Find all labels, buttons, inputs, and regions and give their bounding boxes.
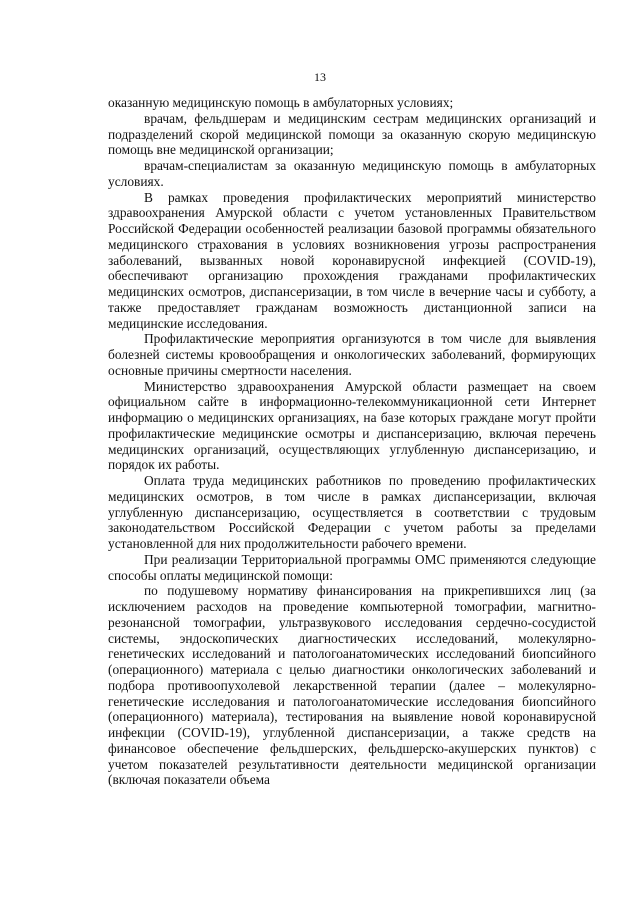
paragraph-preventive-measures: В рамках проведения профилактических мероприятий министерство здравоохранения Амурской области с учетом установленных Правительством Российской Федерации особенностей реализации базовой программы обязательного медицинского страхования в условиях возникновения угрозы распространения заболеваний, вызванных новой коронавирусной инфекцией (COVID-19), обеспечивают организацию прохождения гражданами профилактических медицинских осмотров, диспансеризации, в том числе в вечерние часы и субботу, а также предоставляет гражданам возможность дистанционной записи на медицинские исследования.	[108, 189, 596, 331]
paragraph-continuation: оказанную медицинскую помощь в амбулаторных условиях;	[108, 95, 454, 110]
document-body	[108, 95, 596, 788]
paragraph-per-capita-financing: по подушевому нормативу финансирования на прикрепившихся лиц (за исключением расходов на проведение компьютерной томографии, магнитно-резонансной томографии, ультразвукового исследования сердечно-сосудистой системы, эндоскопических диагностических исследований, молекулярно-генетических исследований и патологоанатомических исследований биопсийного (операционного) материала с целью диагностики онкологических заболеваний и подбора противоопухолевой лекарственной терапии (далее – молекулярно-генетические исследования и патологоанатомические исследования биопсийного (операционного) материала), тестирования на выявление новой коронавирусной инфекции (COVID-19), углубленной диспансеризации, а также средств на финансовое обеспечение фельдшерских, фельдшерско-акушерских пунктов) с учетом показателей результативности деятельности медицинской организации (включая показатели объема	[108, 583, 596, 788]
paragraph-ministry-website: Министерство здравоохранения Амурской области размещает на своем официальном сайте в информационно-телекоммуникационной сети Интернет информацию о медицинских организациях, на базе которых граждане могут пройти профилактические медицинские осмотры и диспансеризацию, включая перечень медицинских организаций, осуществляющих углубленную диспансеризацию, и порядок их работы.	[108, 378, 596, 473]
paragraph-specialists: врачам-специалистам за оказанную медицинскую помощь в амбулаторных условиях.	[108, 158, 596, 189]
paragraph-payment-methods: При реализации Территориальной программы ОМС применяются следующие способы оплаты медицинской помощи:	[108, 551, 596, 583]
paragraph-feldsher-nurses: врачам, фельдшерам и медицинским сестрам медицинских организаций и подразделений скорой медицинской помощи за оказанную скорую медицинскую помощь вне медицинской организации;	[108, 110, 596, 158]
paragraph-cardiovascular-oncology: Профилактические мероприятия организуются в том числе для выявления болезней системы кровообращения и онкологических заболеваний, формирующих основные причины смертности населения.	[108, 331, 596, 378]
page-number: 13	[314, 70, 326, 84]
paragraph-labor-payment: Оплата труда медицинских работников по проведению профилактических медицинских осмотров, в том числе в рамках диспансеризации, включая углубленную диспансеризацию, осуществляется в соответствии с трудовым законодательством Российской Федерации с учетом работы за пределами установленной для них продолжительности рабочего времени.	[108, 473, 596, 551]
